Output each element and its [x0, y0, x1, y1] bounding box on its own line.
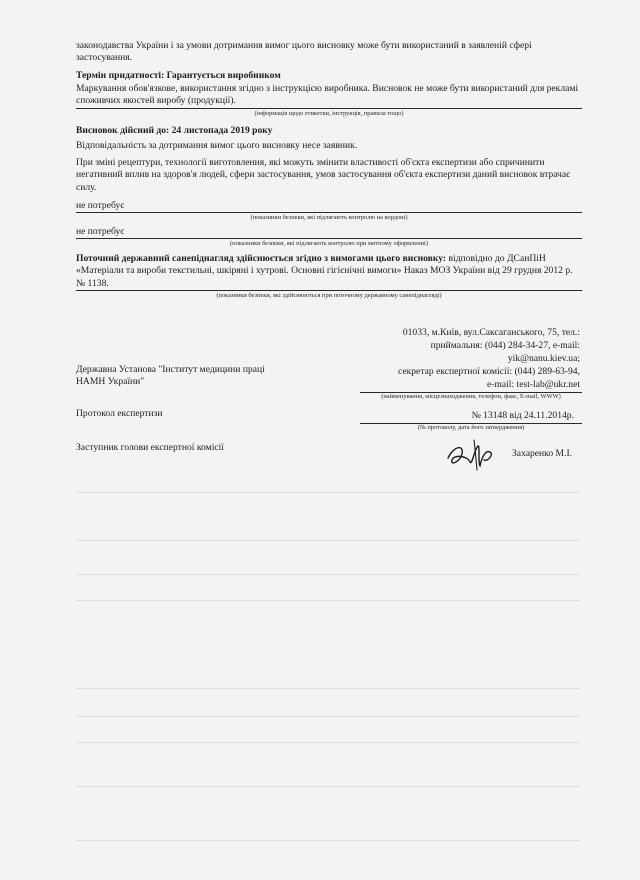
validity-heading: Висновок дійсний до: 24 листопада 2019 року: [76, 125, 273, 136]
customs-control-underline: [76, 238, 582, 239]
supervision-text: відповідно до ДСанПіН «Матеріали та вироби текстильні, шкіряні і хутрові. Основні гігієнічні вимоги» Наказ МОЗ України від 29 грудня 2012 р. № 1138.: [76, 253, 573, 289]
supervision-heading: Поточний державний санепіднагляд здійснюється згідно з вимогами цього висновку:: [76, 253, 447, 264]
protocol-value: № 13148 від 24.11.2014р.: [471, 410, 574, 421]
address-line-2: приймальня: (044) 284-34-27, e-mail:: [430, 340, 580, 351]
deputy-label: Заступник голови експертної комісії: [76, 442, 224, 453]
handwritten-signature: [444, 436, 502, 472]
customs-control-value: не потребує: [76, 226, 125, 237]
border-control-caption: (показники безпеки, які підлягають контролю на кордоні): [250, 214, 408, 221]
responsibility-paragraph: Відповідальність за дотримання вимог цього висновку несе заявник.: [76, 140, 358, 151]
border-control-underline: [76, 212, 582, 213]
supervision-paragraph: [76, 253, 582, 290]
supervision-underline: [76, 290, 582, 291]
border-control-value: не потребує: [76, 200, 125, 211]
customs-control-caption: (показники безпеки, які підлягають контролю при митному оформленні): [230, 240, 428, 247]
supervision-caption: (показники безпеки, які здійснюються при поточному державному санепіднагляді): [216, 292, 442, 299]
institution-name: Державна Установа "Інститут медицини праці НАМН України": [76, 364, 265, 388]
intro-paragraph: законодавства України і за умови дотримання вимог цього висновку може бути використаний в заявленій сфері застосування.: [76, 40, 532, 64]
address-line-3: yik@nanu.kiev.ua;: [507, 353, 580, 364]
address-line-4: секретар експертної комісії: (044) 289-63-94,: [397, 366, 580, 377]
protocol-label: Протокол експертизи: [76, 408, 163, 419]
marking-paragraph: Маркування обов'язкове, використання згідно з інструкцією виробника. Висновок не може бути використаний для рекламі споживчих якостей виробу (продукції).: [76, 83, 579, 107]
shelf-life-heading: Термін придатності: Гарантується виробником: [76, 70, 281, 81]
deputy-name: Захаренко М.І.: [512, 448, 573, 459]
marking-underline: [76, 108, 582, 109]
change-clause-paragraph: При зміні рецептури, технології виготовлення, які можуть змінити властивості об'єкта експертизи або спричинити негативний вплив на здоров'я людей, сфери застосування, умов застосування об'єкта експертизи даний висновок втрачає силу.: [76, 157, 571, 193]
address-line-5: e-mail: test-lab@ukr.net: [486, 379, 580, 390]
protocol-caption: (№ протоколу, дата його затвердження): [417, 424, 525, 431]
marking-caption: (інформація щодо етикетки, інструкція, правила тощо): [254, 110, 404, 117]
address-caption: (найменування, місцезнаходження, телефон, факс, E-mail, WWW): [381, 393, 561, 400]
address-line-1: 01033, м.Київ, вул.Саксаганського, 75, тел.:: [402, 327, 580, 338]
